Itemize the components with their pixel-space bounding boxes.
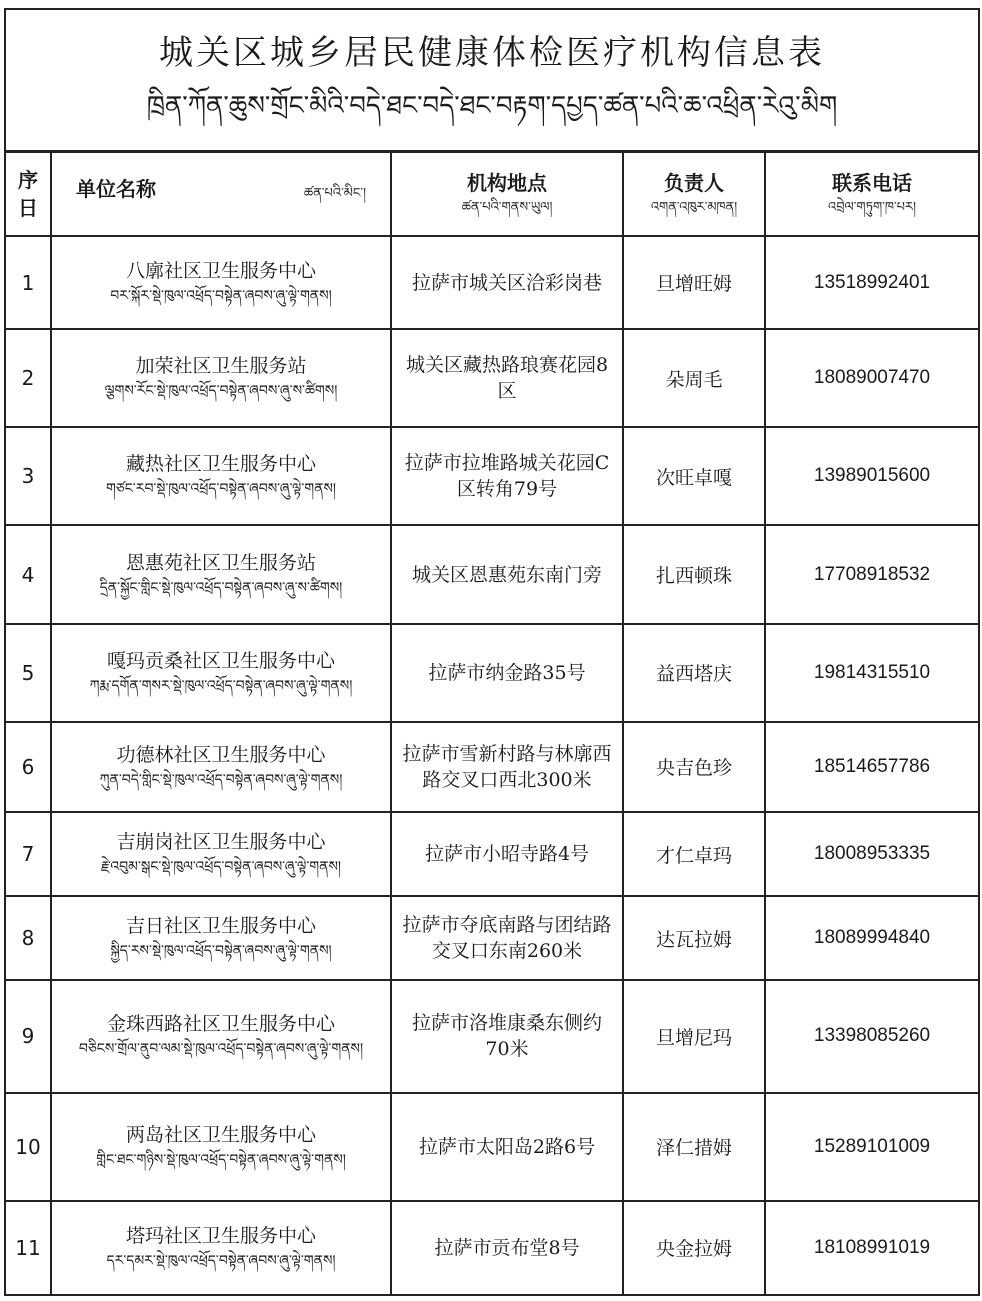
institution-address-text: 拉萨市贡布堂8号 [434,1236,580,1259]
row-number [5,722,51,812]
responsible-person-text: 益西塔庆 [655,663,732,686]
row-number-text: 4 [21,562,35,587]
responsible-person-text: 达瓦拉姆 [655,928,732,951]
institution-name [51,1093,391,1201]
contact-phone-text: 18108991019 [813,1236,931,1258]
responsible-person-text: 央吉色珍 [655,757,732,780]
contact-phone-text: 15289101009 [813,1135,931,1157]
contact-phone [765,812,979,896]
institution-name-zh: 两岛社区卫生服务中心 [125,1123,316,1146]
row-number-text: 8 [21,926,35,951]
institution-address-text: 拉萨市太阳岛2路6号 [418,1135,596,1158]
contact-phone [765,1201,979,1295]
institution-address-text: 拉萨市拉堆路城关花园C区转角79号 [404,452,610,501]
institution-address-text: 拉萨市小昭寺路4号 [424,843,590,866]
institution-name-zh: 金珠西路社区卫生服务中心 [106,1013,335,1036]
contact-phone-text: 13518992401 [813,271,931,293]
table-row [5,624,979,722]
institution-name-bo: སྐྱིད་རས་སྡེ་ཁུལ་འཕྲོད་བསྟེན་ཞབས་ཞུ་ལྟེ་གནས། [110,943,332,960]
table-title [5,9,979,152]
responsible-person-text: 泽仁措姆 [655,1137,732,1160]
contact-phone-text: 19814315510 [813,661,931,683]
table-row [5,722,979,812]
institution-name-zh: 塔玛社区卫生服务中心 [125,1224,316,1247]
institution-name-zh: 八廓社区卫生服务中心 [125,259,316,282]
table-row [5,896,979,980]
institution-name-bo: དྲིན་སྐྱོང་གླིང་སྡེ་ཁུལ་འཕྲོད་བསྟེན་ཞབས་ཞུ་ས་ཚིགས། [99,579,343,596]
contact-phone-text: 13989015600 [813,465,931,487]
table-row [5,525,979,623]
institution-name [51,980,391,1092]
row-number [5,624,51,722]
institution-table [4,8,980,1296]
institution-address [391,896,623,980]
table-row [5,812,979,896]
institution-name-zh: 加荣社区卫生服务站 [135,355,307,378]
responsible-person [623,329,765,427]
contact-phone [765,896,979,980]
responsible-person-text: 扎西顿珠 [655,565,732,588]
title-chinese: 城关区城乡居民健康体检医疗机构信息表 [159,33,825,74]
row-number-text: 11 [15,1235,41,1260]
institution-name-bo: བཅིངས་གྲོལ་ནུབ་ལམ་སྡེ་ཁུལ་འཕྲོད་བསྟེན་ཞབས་ཞུ་ལྟེ་གནས། [78,1041,364,1058]
row-number-text: 7 [21,842,35,867]
responsible-person-text: 央金拉姆 [655,1238,732,1261]
row-number-text: 5 [21,660,35,685]
institution-name-bo: བར་སྐོར་སྡེ་ཁུལ་འཕྲོད་བསྟེན་ཞབས་ཞུ་ལྟེ་གནས། [110,287,332,304]
contact-phone [765,980,979,1092]
contact-phone [765,427,979,525]
header-phone-zh: 联系电话 [832,171,912,196]
institution-name-bo: ཀརྨ་དགོན་གསར་སྡེ་ཁུལ་འཕྲོད་བསྟེན་ཞབས་ཞུ་ལྟེ་གནས། [89,677,353,694]
row-number [5,525,51,623]
institution-address [391,812,623,896]
title-tibetan: ཁྲིན་ཀོན་ཆུས་གྲོང་མིའི་བདེ་ཐང་བདེ་ཐང་བརྟག་དཔྱད་ཚན་པའི་ཆ་འཕྲིན་རེའུ་མིག [146,91,838,122]
header-responsible-zh: 负责人 [664,171,724,196]
institution-name-zh: 藏热社区卫生服务中心 [125,453,316,476]
header-name-zh: 单位名称 [76,177,156,202]
row-number [5,1093,51,1201]
row-number [5,1201,51,1295]
header-address-zh: 机构地点 [467,171,547,196]
header-address [391,152,623,236]
institution-address [391,624,623,722]
institution-address [391,329,623,427]
contact-phone-text: 18089994840 [813,927,931,949]
responsible-person [623,236,765,329]
contact-phone-text: 13398085260 [813,1025,931,1047]
header-address-bo: ཚན་པའི་གནས་ཡུལ། [461,200,553,216]
row-number [5,896,51,980]
institution-name [51,722,391,812]
responsible-person [623,1201,765,1295]
institution-name-zh: 恩惠苑社区卫生服务站 [125,551,316,574]
institution-name-bo: གཙང་རབ་སྡེ་ཁུལ་འཕྲོད་བསྟེན་ཞབས་ཞུ་ལྟེ་གནས། [105,481,337,498]
responsible-person [623,624,765,722]
header-phone-bo: འབྲེལ་གཏུག་ཁ་པར། [828,200,916,216]
institution-name [51,624,391,722]
responsible-person [623,896,765,980]
institution-address [391,427,623,525]
institution-address-text: 城关区恩惠苑东南门旁 [411,563,602,586]
institution-name [51,525,391,623]
institution-name [51,236,391,329]
institution-name-bo: རྗེ་འབུམ་སྒང་སྡེ་ཁུལ་འཕྲོད་བསྟེན་ཞབས་ཞུ་ལྟེ་གནས། [100,859,342,876]
institution-address-text: 拉萨市雪新村路与林廓西路交叉口西北300米 [402,742,612,791]
table-row [5,980,979,1092]
institution-name [51,427,391,525]
contact-phone [765,722,979,812]
institution-name [51,1201,391,1295]
institution-address [391,1201,623,1295]
row-number-text: 6 [21,754,35,779]
responsible-person [623,1093,765,1201]
institution-name-zh: 吉崩岗社区卫生服务中心 [116,831,326,854]
institution-name-bo: དར་དམར་སྡེ་ཁུལ་འཕྲོད་བསྟེན་ཞབས་ཞུ་ལྟེ་གནས། [106,1252,336,1269]
contact-phone-text: 18008953335 [813,843,931,865]
institution-name [51,812,391,896]
header-name [51,152,391,236]
responsible-person-text: 旦增旺姆 [655,273,732,295]
row-number [5,812,51,896]
contact-phone [765,624,979,722]
institution-address [391,722,623,812]
contact-phone-text: 18089007470 [813,367,931,389]
institution-name-bo: ལྕགས་རོང་སྡེ་ཁུལ་འཕྲོད་བསྟེན་ཞབས་ཞུ་ས་ཚིགས། [104,383,338,400]
contact-phone [765,329,979,427]
institution-name-zh: 功德林社区卫生服务中心 [116,743,326,766]
info-sheet [4,8,978,1296]
responsible-person-text: 旦增尼玛 [655,1026,732,1049]
institution-address [391,980,623,1092]
table-row [5,427,979,525]
table-row [5,1093,979,1201]
row-number [5,236,51,329]
header-name-bo: ཚན་པའི་མིང་། [303,186,366,202]
row-number-text: 1 [21,270,35,295]
institution-address-text: 拉萨市纳金路35号 [428,661,586,684]
header-row [5,152,979,236]
institution-address [391,525,623,623]
row-number [5,329,51,427]
header-responsible [623,152,765,236]
institution-address-text: 拉萨市夺底南路与团结路交叉口东南260米 [402,914,612,963]
institution-address-text: 城关区藏热路琅赛花园8区 [405,354,609,403]
institution-name-bo: ཀུན་བདེ་གླིང་སྡེ་ཁུལ་འཕྲོད་བསྟེན་ཞབས་ཞུ་ལྟེ་གནས། [99,771,343,788]
institution-name [51,329,391,427]
row-number-text: 9 [21,1024,35,1049]
title-row [5,9,979,152]
institution-address-text: 拉萨市城关区洽彩岗巷 [411,271,602,294]
institution-address [391,1093,623,1201]
row-number-text: 10 [15,1134,41,1159]
institution-name-zh: 嘎玛贡桑社区卫生服务中心 [106,649,335,672]
responsible-person [623,722,765,812]
table-row [5,236,979,329]
row-number-text: 2 [21,366,35,391]
responsible-person-text: 朵周毛 [665,368,723,391]
responsible-person [623,427,765,525]
row-number [5,980,51,1092]
institution-name [51,896,391,980]
contact-phone [765,1093,979,1201]
contact-phone [765,236,979,329]
table-row [5,1201,979,1295]
responsible-person [623,525,765,623]
header-no [5,152,51,236]
responsible-person [623,812,765,896]
table-row [5,329,979,427]
institution-address-text: 拉萨市洛堆康桑东侧约70米 [411,1012,602,1061]
institution-name-bo: གླིང་ཐང་གཉིས་སྡེ་ཁུལ་འཕྲོད་བསྟེན་ཞབས་ཞུ་ལྟེ་གནས། [96,1151,346,1168]
header-phone [765,152,979,236]
contact-phone [765,525,979,623]
row-number [5,427,51,525]
header-no-label: 序日 [18,168,38,221]
institution-address [391,236,623,329]
institution-name-zh: 吉日社区卫生服务中心 [125,915,316,938]
responsible-person [623,980,765,1092]
contact-phone-text: 18514657786 [813,755,931,777]
responsible-person-text: 次旺卓嘎 [655,466,732,489]
responsible-person-text: 才仁卓玛 [655,844,732,867]
row-number-text: 3 [21,464,35,489]
contact-phone-text: 17708918532 [813,563,931,585]
header-responsible-bo: འགན་འཁུར་མཁན། [650,200,738,216]
